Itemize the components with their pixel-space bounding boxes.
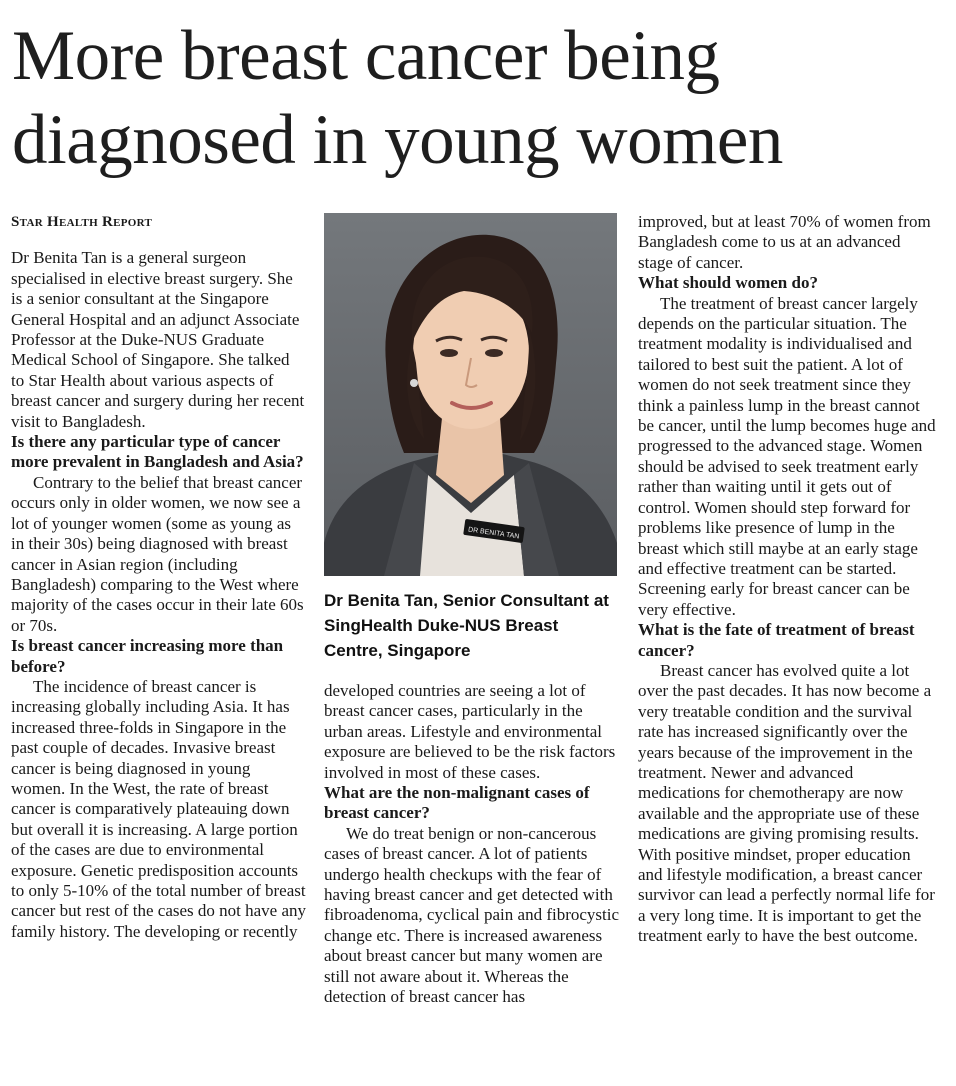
photo-caption: Dr Benita Tan, Senior Consultant at SingHealth Duke-NUS Breast Centre, Singapore — [324, 591, 609, 660]
answer-paragraph: The incidence of breast cancer is increasing globally including Asia. It has increased three-folds in Singapore in the past couple of decades. Invasive breast cancer is being diagnosed in young women. In the West, the rate of breast cancer is comparatively plateauing down but overall it is increasing. A large portion of the cases are due to environmental exposure. Genetic predisposition accounts to only 5-10% of the total number of breast cancer but rest of the cases do not have any family history. The developing or recently — [11, 676, 307, 941]
headline: More breast cancer being diagnosed in young women — [12, 17, 783, 179]
answer-paragraph: We do treat benign or non-cancerous cases of breast cancer. A lot of patients undergo health checkups with the fear of having breast cancer and get detected with fibroadenoma, cyclical pain and fibrocystic change etc. There is increased awareness about breast cancer but many women are still not aware about it. Whereas the detection of breast cancer has — [324, 823, 620, 1007]
question-heading: Is breast cancer increasing more than before? — [11, 636, 284, 676]
answer-paragraph-continued: improved, but at least 70% of women from Bangladesh come to us at an advanced stage of cancer. — [638, 212, 931, 272]
question-heading: Is there any particular type of cancer more prevalent in Bangladesh and Asia? — [11, 432, 304, 472]
intro-paragraph: Dr Benita Tan is a general surgeon specialised in elective breast surgery. She is a senior consultant at the Singapore General Hospital and an adjunct Associate Professor at the Duke-NUS Graduate Medical School of Singapore. She talked to Star Health about various aspects of breast cancer and surgery during her recent visit to Bangladesh. — [11, 248, 305, 431]
byline: Star Health Report — [11, 214, 153, 230]
answer-paragraph: Breast cancer has evolved quite a lot over the past decades. It has now become a very treatable condition and the survival rate has increased significantly over the years because of the improvement in the treatment. Newer and advanced medications for chemotherapy are now available and the appropriate use of these medications are giving promising results. With positive mindset, proper education and lifestyle modification, a breast cancer survivor can lead a perfectly normal life for a very long time. It is important to get the treatment early to have the best outcome. — [638, 660, 935, 946]
answer-paragraph-continued: developed countries are seeing a lot of breast cancer cases, particularly in the urban areas. Lifestyle and environmental exposure are believed to be the risk factors involved in most of these cases. — [324, 681, 616, 782]
question-heading: What is the fate of treatment of breast cancer? — [638, 620, 915, 660]
answer-paragraph: Contrary to the belief that breast cancer occurs only in older women, we now see a lot of younger women (some as young as in their 30s) being diagnosed with breast cancer in Asian region (including Bangladesh) comparing to the West where majority of the cases occur in their late 60s or 70s. — [11, 472, 304, 635]
name-badge-text: DR BENITA TAN — [467, 526, 520, 541]
article-column-3 — [638, 212, 938, 947]
portrait-illustration — [324, 213, 617, 576]
portrait-photo — [324, 213, 617, 576]
question-heading: What are the non-malignant cases of breast cancer? — [324, 783, 590, 823]
article-column-2 — [324, 681, 620, 1008]
question-heading: What should women do? — [638, 273, 818, 293]
article-column-1 — [11, 212, 307, 942]
answer-paragraph: The treatment of breast cancer largely depends on the particular situation. The treatment modality is individualised and tailored to best suit the patient. A lot of women do not seek treatment since they think a painless lump in the breast cannot be cancer, until the lump becomes huge and progressed to the advanced stage. Women should be advised to seek treatment early rather than waiting until it gets out of control. Women should step forward for problems like presence of lump in the breast which still maybe at an early stage and effective treatment can be started. Screening early for breast cancer can be very effective. — [638, 293, 936, 619]
